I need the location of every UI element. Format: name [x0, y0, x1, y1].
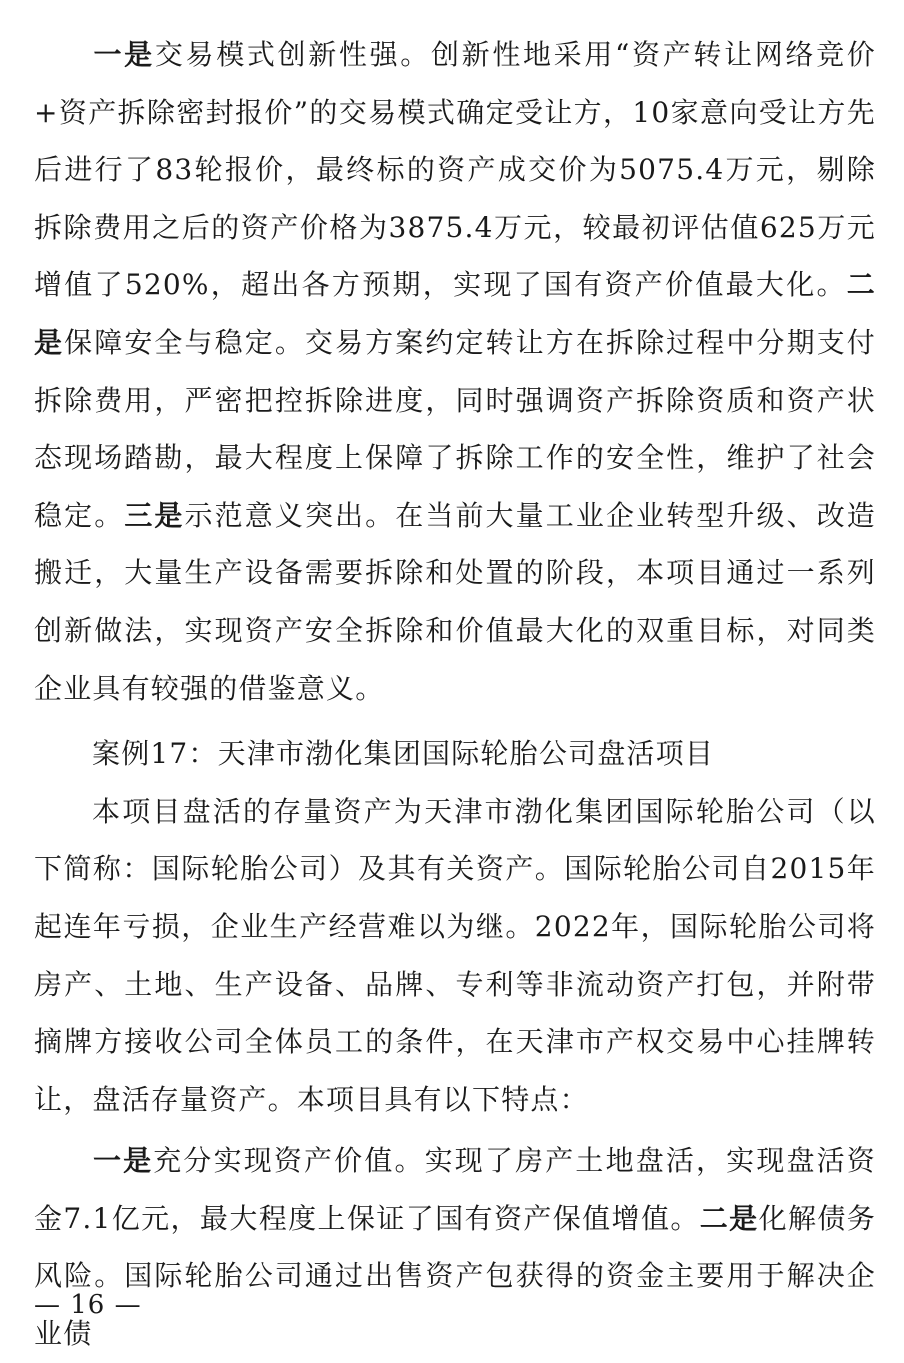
- paragraph-project-features: [34, 1132, 876, 1362]
- feature-two-text: 化解债务风险。国际轮胎公司通过出售资产包获得的资金主要用于解决企业债: [34, 1201, 876, 1351]
- feature-one-label: 一是: [92, 1144, 154, 1178]
- point-one-label: 一是: [92, 38, 155, 71]
- point-one-text: 交易模式创新性强。创新性地采用“资产转让网络竞价+资产拆除密封报价”的交易模式确定受让方，10家意向受让方先后进行了83轮报价，最终标的资产成交价为5075.4万元，剔除拆除费用之后的资产价格为3875.4万元，较最初评估值625万元增值了520%，超出各方预期，实现了国有资产价值最大化。: [34, 38, 876, 302]
- point-three-text: 示范意义突出。在当前大量工业企业转型升级、改造搬迁，大量生产设备需要拆除和处置的阶段，本项目通过一系列创新做法，实现资产安全拆除和价值最大化的双重目标，对同类企业具有较强的借鉴意义。: [34, 498, 876, 705]
- point-two-text: 保障安全与稳定。交易方案约定转让方在拆除过程中分期支付拆除费用，严密把控拆除进度，同时强调资产拆除资质和资产状态现场踏勘，最大程度上保障了拆除工作的安全性，维护了社会稳定。: [34, 325, 876, 532]
- feature-two-label: 二是: [699, 1201, 759, 1235]
- case-heading: 案例17：天津市渤化集团国际轮胎公司盘活项目: [92, 737, 715, 771]
- paragraph-transaction-features: [34, 26, 876, 717]
- paragraph-project-intro: 本项目盘活的存量资产为天津市渤化集团国际轮胎公司（以下简称：国际轮胎公司）及其有关资产。国际轮胎公司自2015年起连年亏损，企业生产经营难以为继。2022年，国际轮胎公司将房产、土地、生产设备、品牌、专利等非流动资产打包，并附带摘牌方接收公司全体员工的条件，在天津市产权交易中心挂牌转让，盘活存量资产。本项目具有以下特点：: [34, 794, 876, 1116]
- page-number: — 16 —: [34, 1290, 142, 1320]
- point-three-label: 三是: [124, 498, 185, 532]
- feature-one-text: 充分实现资产价值。实现了房产土地盘活，实现盘活资金7.1亿元，最大程度上保证了国有资产保值增值。: [34, 1144, 876, 1235]
- point-two-label: 二是: [34, 268, 876, 359]
- document-page: [34, 26, 876, 1363]
